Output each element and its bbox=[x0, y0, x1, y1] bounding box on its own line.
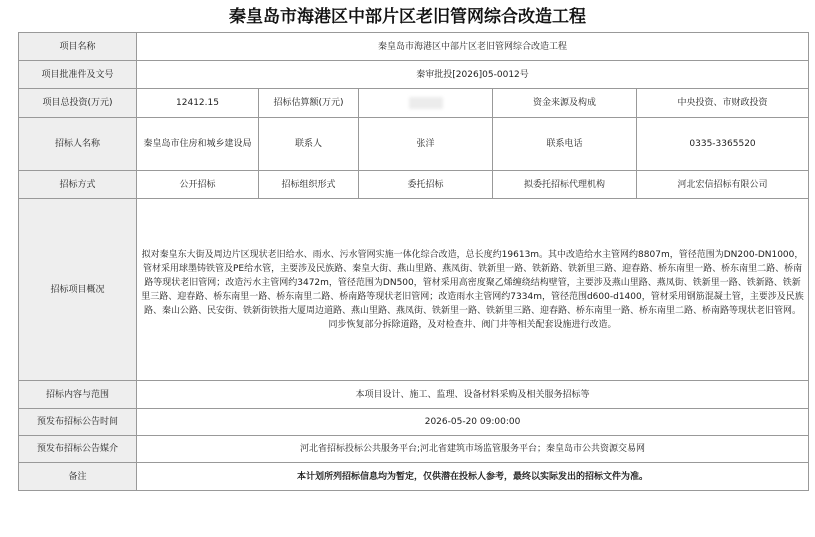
tenderer-label: 招标人名称 bbox=[19, 118, 137, 171]
method-label: 招标方式 bbox=[19, 171, 137, 199]
funding-label: 资金来源及构成 bbox=[493, 89, 637, 118]
time-label: 预发布招标公告时间 bbox=[19, 409, 137, 436]
project-name-value: 秦皇岛市海港区中部片区老旧管网综合改造工程 bbox=[137, 33, 809, 61]
org-value: 委托招标 bbox=[359, 171, 493, 199]
overview-text: 拟对秦皇东大街及周边片区现状老旧给水、雨水、污水管网实施一体化综合改造，总长度约19613m。其中改造给水主管网约8807m，管径范围为DN200-DN1000，管材采用球墨铸铁管及PE给水管，主要涉及民族路、秦皇大街、燕山里路、燕凤街、铁新里一路、铁新路、铁新里三路、迎春路、桥东南里一路、桥东南里二路、桥南路等现状老旧管网；改造污水主管网约3472m，管径范围为DN500，管材采用高密度聚乙烯缠绕结构壁管，主要涉及燕山里路、燕凤街、铁新里一路、铁新路、铁新里三路、迎春路、桥东南里一路、桥东南里二路、桥南路等现状老旧管网；改造雨水主管网约7334m，管径范围d600-d1400，管材采用钢筋混凝土管，主要涉及民族路、秦山公路、民安街、铁新街铁指大厦周边道路、燕山里路、燕凤街、铁新里一路、铁新里三路、迎春路、桥东南里一路、桥东南里二路、桥南路等现状老旧管网。同步恢复部分拆除道路，及对检查井、阀门井等相关配套设施进行改造。 bbox=[137, 199, 809, 381]
org-label: 招标组织形式 bbox=[259, 171, 359, 199]
investment-value: 12412.15 bbox=[137, 89, 259, 118]
row-method bbox=[19, 171, 809, 199]
row-remark bbox=[19, 463, 809, 491]
media-value: 河北省招标投标公共服务平台;河北省建筑市场监管服务平台；秦皇岛市公共资源交易网 bbox=[137, 436, 809, 463]
row-investment bbox=[19, 89, 809, 118]
agency-label: 拟委托招标代理机构 bbox=[493, 171, 637, 199]
funding-value: 中央投资、市财政投资 bbox=[637, 89, 809, 118]
project-name-label: 项目名称 bbox=[19, 33, 137, 61]
row-approval bbox=[19, 61, 809, 89]
blurred-value bbox=[409, 97, 443, 109]
remark-label: 备注 bbox=[19, 463, 137, 491]
row-media bbox=[19, 436, 809, 463]
remark-value: 本计划所列招标信息均为暂定，仅供潜在投标人参考，最终以实际发出的招标文件为准。 bbox=[137, 463, 809, 491]
contact-value: 张洋 bbox=[359, 118, 493, 171]
page-title: 秦皇岛市海港区中部片区老旧管网综合改造工程 bbox=[229, 7, 586, 27]
phone-label: 联系电话 bbox=[493, 118, 637, 171]
tender-info-table bbox=[18, 32, 809, 491]
budget-value bbox=[359, 89, 493, 118]
row-tenderer bbox=[19, 118, 809, 171]
scope-label: 招标内容与范围 bbox=[19, 381, 137, 409]
row-scope bbox=[19, 381, 809, 409]
media-label: 预发布招标公告媒介 bbox=[19, 436, 137, 463]
investment-label: 项目总投资(万元) bbox=[19, 89, 137, 118]
row-overview bbox=[19, 199, 809, 381]
scope-value: 本项目设计、施工、监理、设备材料采购及相关服务招标等 bbox=[137, 381, 809, 409]
row-time bbox=[19, 409, 809, 436]
approval-label: 项目批准件及文号 bbox=[19, 61, 137, 89]
phone-value: 0335-3365520 bbox=[637, 118, 809, 171]
contact-label: 联系人 bbox=[259, 118, 359, 171]
budget-label: 招标估算额(万元) bbox=[259, 89, 359, 118]
time-value: 2026-05-20 09:00:00 bbox=[137, 409, 809, 436]
row-project-name bbox=[19, 33, 809, 61]
overview-label: 招标项目概况 bbox=[19, 199, 137, 381]
approval-value: 秦审批投[2026]05-0012号 bbox=[137, 61, 809, 89]
method-value: 公开招标 bbox=[137, 171, 259, 199]
tenderer-value: 秦皇岛市住房和城乡建设局 bbox=[137, 118, 259, 171]
agency-value: 河北宏信招标有限公司 bbox=[637, 171, 809, 199]
